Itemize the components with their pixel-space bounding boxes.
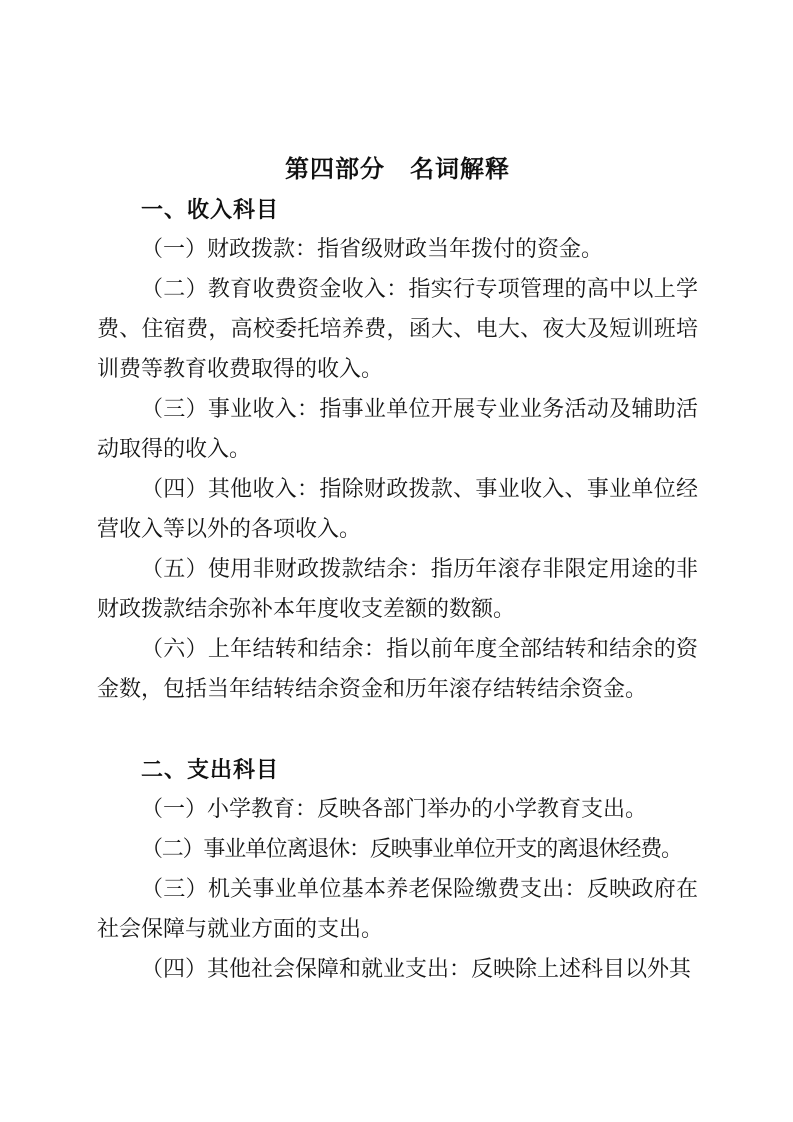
glossary-paragraph-income-2: （二）教育收费资金收入：指实行专项管理的高中以上学费、住宿费，高校委托培养费，函大、电大、夜大及短训班培训费等教育收费取得的收入。 [97,277,698,382]
section-expenditure [97,750,698,990]
document-title: 第四部分 名词解释 [285,156,510,183]
glossary-paragraph-income-1: （一）财政拨款：指省级财政当年拨付的资金。 [141,237,604,262]
glossary-paragraph-income-5: （五）使用非财政拨款结余：指历年滚存非限定用途的非财政拨款结余弥补本年度收支差额的数额。 [97,557,698,622]
glossary-paragraph-expenditure-4: （四）其他社会保障和就业支出：反映除上述科目以外其 [141,957,692,982]
glossary-paragraph-expenditure-3: （三）机关事业单位基本养老保险缴费支出：反映政府在社会保障与就业方面的支出。 [97,877,698,942]
glossary-paragraph-expenditure-1: （一）小学教育：反映各部门举办的小学教育支出。 [141,797,648,822]
glossary-paragraph-income-4: （四）其他收入：指除财政拨款、事业收入、事业单位经营收入等以外的各项收入。 [97,477,698,542]
glossary-paragraph-expenditure-2: （二）事业单位离退休：反映事业单位开支的离退休经费。 [141,837,682,862]
glossary-paragraph-income-3: （三）事业收入：指事业单位开展专业业务活动及辅助活动取得的收入。 [97,397,698,462]
glossary-paragraph-income-6: （六）上年结转和结余：指以前年度全部结转和结余的资金数，包括当年结转结余资金和历年滚存结转结余资金。 [97,637,698,702]
section-heading-income: 一、收入科目 [141,197,280,223]
section-heading-expenditure: 二、支出科目 [141,757,280,783]
section-income [97,190,698,710]
